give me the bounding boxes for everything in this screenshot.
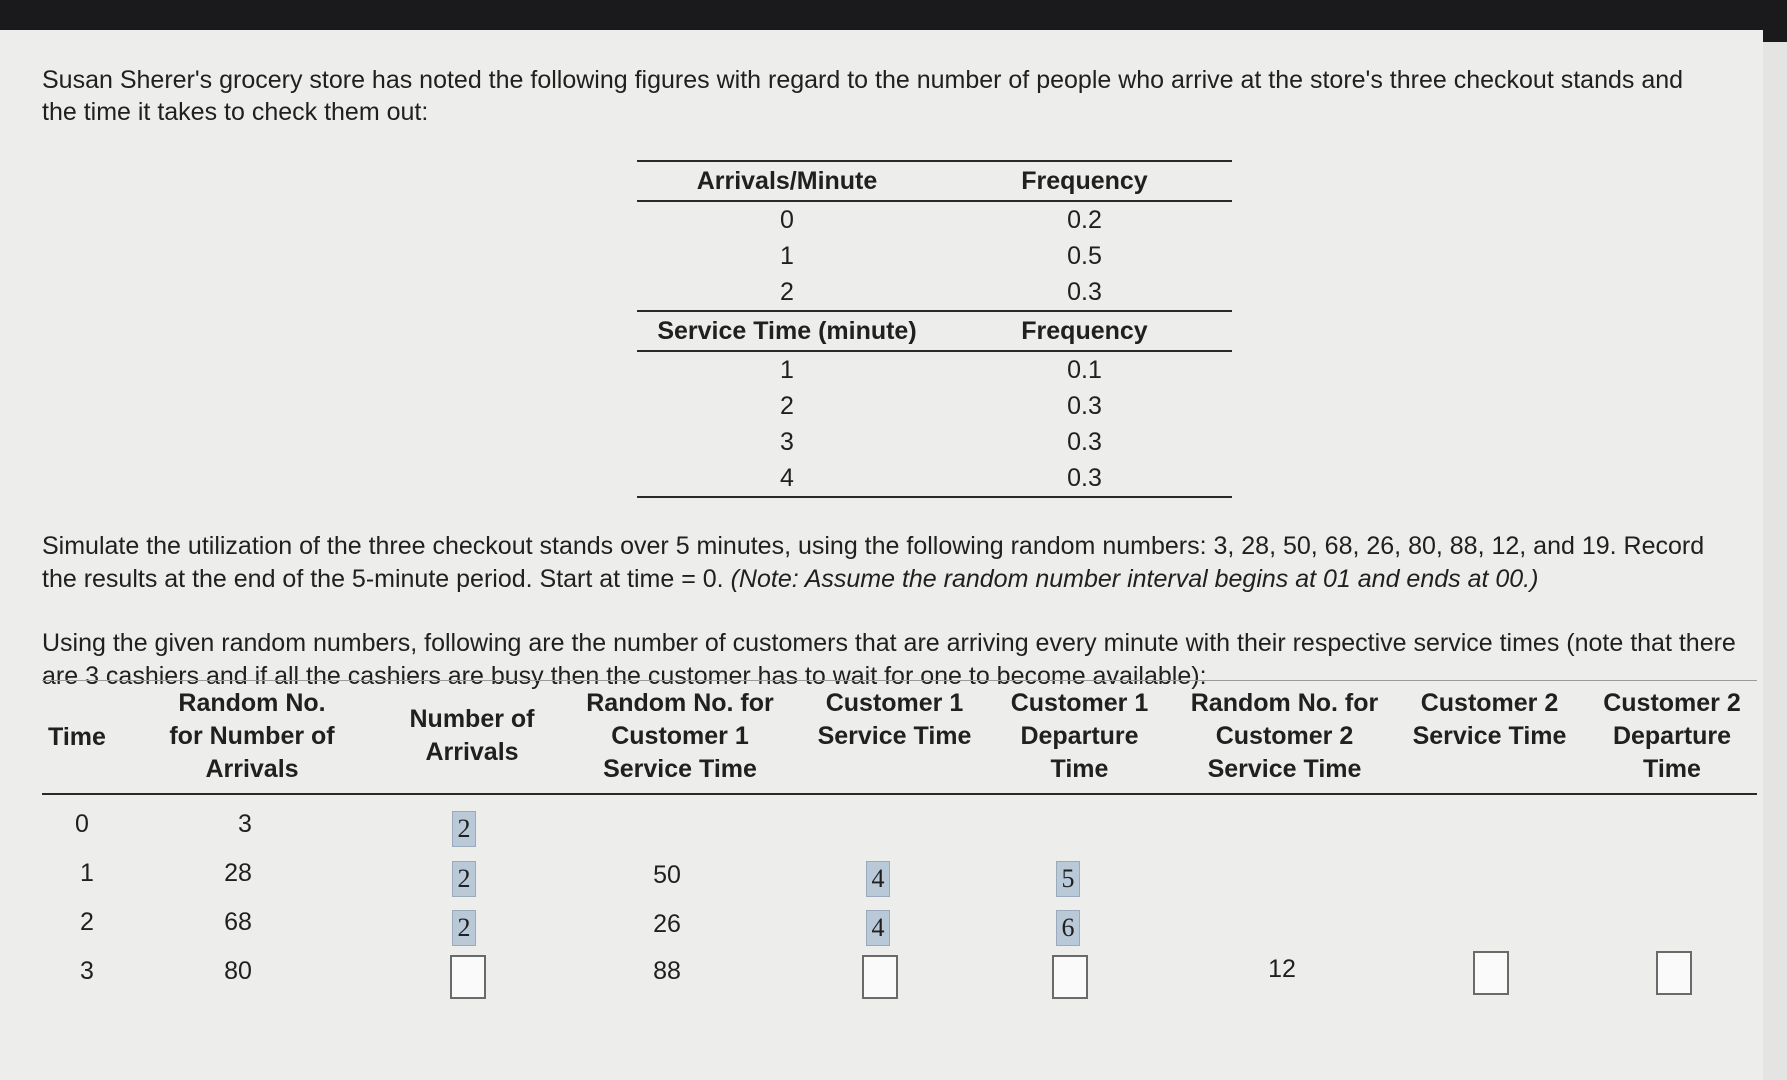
- time-cell: 1: [80, 859, 94, 887]
- instructions-note: (Note: Assume the random number interval begins at 01 and ends at 00.): [730, 565, 1539, 593]
- arrivals-header-row: [637, 162, 1232, 202]
- instructions-main: Simulate the utilization of the three checkout stands over 5 minutes, using the following random numbers: 3, 28, 50, 68, 26, 80, 88, 12, and 19. Record the results at the end of the 5-minute period. Start at time = 0.: [42, 532, 1705, 593]
- col-header-rand-c2: Random No. for Customer 2 Service Time: [1190, 689, 1379, 783]
- frequency-value: 0.3: [1067, 463, 1102, 492]
- col-header-c2-departure: Customer 2 Departure Time: [1603, 689, 1741, 783]
- service-header: Service Time (minute): [657, 316, 917, 345]
- num-arrivals-answer[interactable]: 2: [452, 811, 476, 847]
- rand-c2-cell: 12: [1268, 955, 1296, 983]
- frequency-value: 0.1: [1067, 355, 1102, 384]
- simulation-header-row: [42, 681, 1757, 795]
- table-row: [637, 352, 1232, 388]
- frequency-value: 0.2: [1067, 205, 1102, 234]
- rand-arrivals-cell: 3: [238, 810, 252, 838]
- col-header-num-arrivals: Number of Arrivals: [409, 705, 535, 766]
- col-header-c1-service: Customer 1 Service Time: [817, 689, 972, 750]
- rand-arrivals-cell: 80: [224, 957, 252, 985]
- arrivals-freq-header: Frequency: [1021, 166, 1148, 195]
- c1-service-answer[interactable]: 4: [866, 910, 890, 946]
- num-arrivals-answer[interactable]: 2: [452, 910, 476, 946]
- time-cell: 3: [80, 957, 94, 985]
- table-row: [637, 388, 1232, 424]
- table-row: [637, 424, 1232, 460]
- c1-service-input[interactable]: [862, 955, 898, 999]
- rand-c1-cell: 26: [653, 910, 681, 938]
- frequency-value: 0.3: [1067, 391, 1102, 420]
- col-header-c2-service: Customer 2 Service Time: [1412, 689, 1567, 750]
- explanation-text: Using the given random numbers, following are the number of customers that are arriving every minute with their respective service times (note that there are 3 cashiers and if all the cashiers are busy then the customer has to wait for one to become available):: [42, 629, 1736, 690]
- rand-arrivals-cell: 28: [224, 859, 252, 887]
- service-value: 1: [780, 355, 794, 384]
- service-value: 2: [780, 391, 794, 420]
- num-arrivals-answer[interactable]: 2: [452, 861, 476, 897]
- table-row: [637, 202, 1232, 238]
- simulation-table: [42, 680, 1757, 1035]
- question-page: [0, 30, 1763, 1080]
- num-arrivals-input[interactable]: [450, 955, 486, 999]
- c1-service-answer[interactable]: 4: [866, 861, 890, 897]
- service-header-row: [637, 312, 1232, 352]
- time-cell: 2: [80, 908, 94, 936]
- frequency-value: 0.5: [1067, 241, 1102, 270]
- col-header-c1-departure: Customer 1 Departure Time: [1010, 689, 1149, 783]
- instructions-text: [42, 530, 1742, 596]
- arrivals-value: 2: [780, 277, 794, 306]
- service-value: 3: [780, 427, 794, 456]
- col-header-rand-arrivals: Random No. for Number of Arrivals: [169, 689, 335, 783]
- arrivals-value: 1: [780, 241, 794, 270]
- intro-text: Susan Sherer's grocery store has noted the following figures with regard to the number of people who arrive at the store's three checkout stands and the time it takes to check them out:: [42, 66, 1684, 126]
- c1-departure-answer[interactable]: 6: [1056, 910, 1080, 946]
- frequency-value: 0.3: [1067, 427, 1102, 456]
- col-header-time: Time: [48, 723, 106, 751]
- service-freq-header: Frequency: [1021, 316, 1148, 345]
- frequency-value: 0.3: [1067, 277, 1102, 306]
- c2-service-input[interactable]: [1473, 951, 1509, 995]
- simulation-body: [42, 795, 1757, 1035]
- arrivals-value: 0: [780, 205, 794, 234]
- rand-c1-cell: 50: [653, 861, 681, 889]
- c1-departure-input[interactable]: [1052, 955, 1088, 999]
- col-header-rand-c1: Random No. for Customer 1 Service Time: [586, 689, 774, 783]
- c2-departure-input[interactable]: [1656, 951, 1692, 995]
- frequency-tables: [637, 160, 1232, 498]
- time-cell: 0: [75, 810, 89, 838]
- service-value: 4: [780, 463, 794, 492]
- rand-arrivals-cell: 68: [224, 908, 252, 936]
- table-row: [637, 274, 1232, 312]
- c1-departure-answer[interactable]: 5: [1056, 861, 1080, 897]
- table-row: [637, 238, 1232, 274]
- arrivals-header: Arrivals/Minute: [696, 166, 878, 195]
- table-row: [637, 460, 1232, 498]
- rand-c1-cell: 88: [653, 957, 681, 985]
